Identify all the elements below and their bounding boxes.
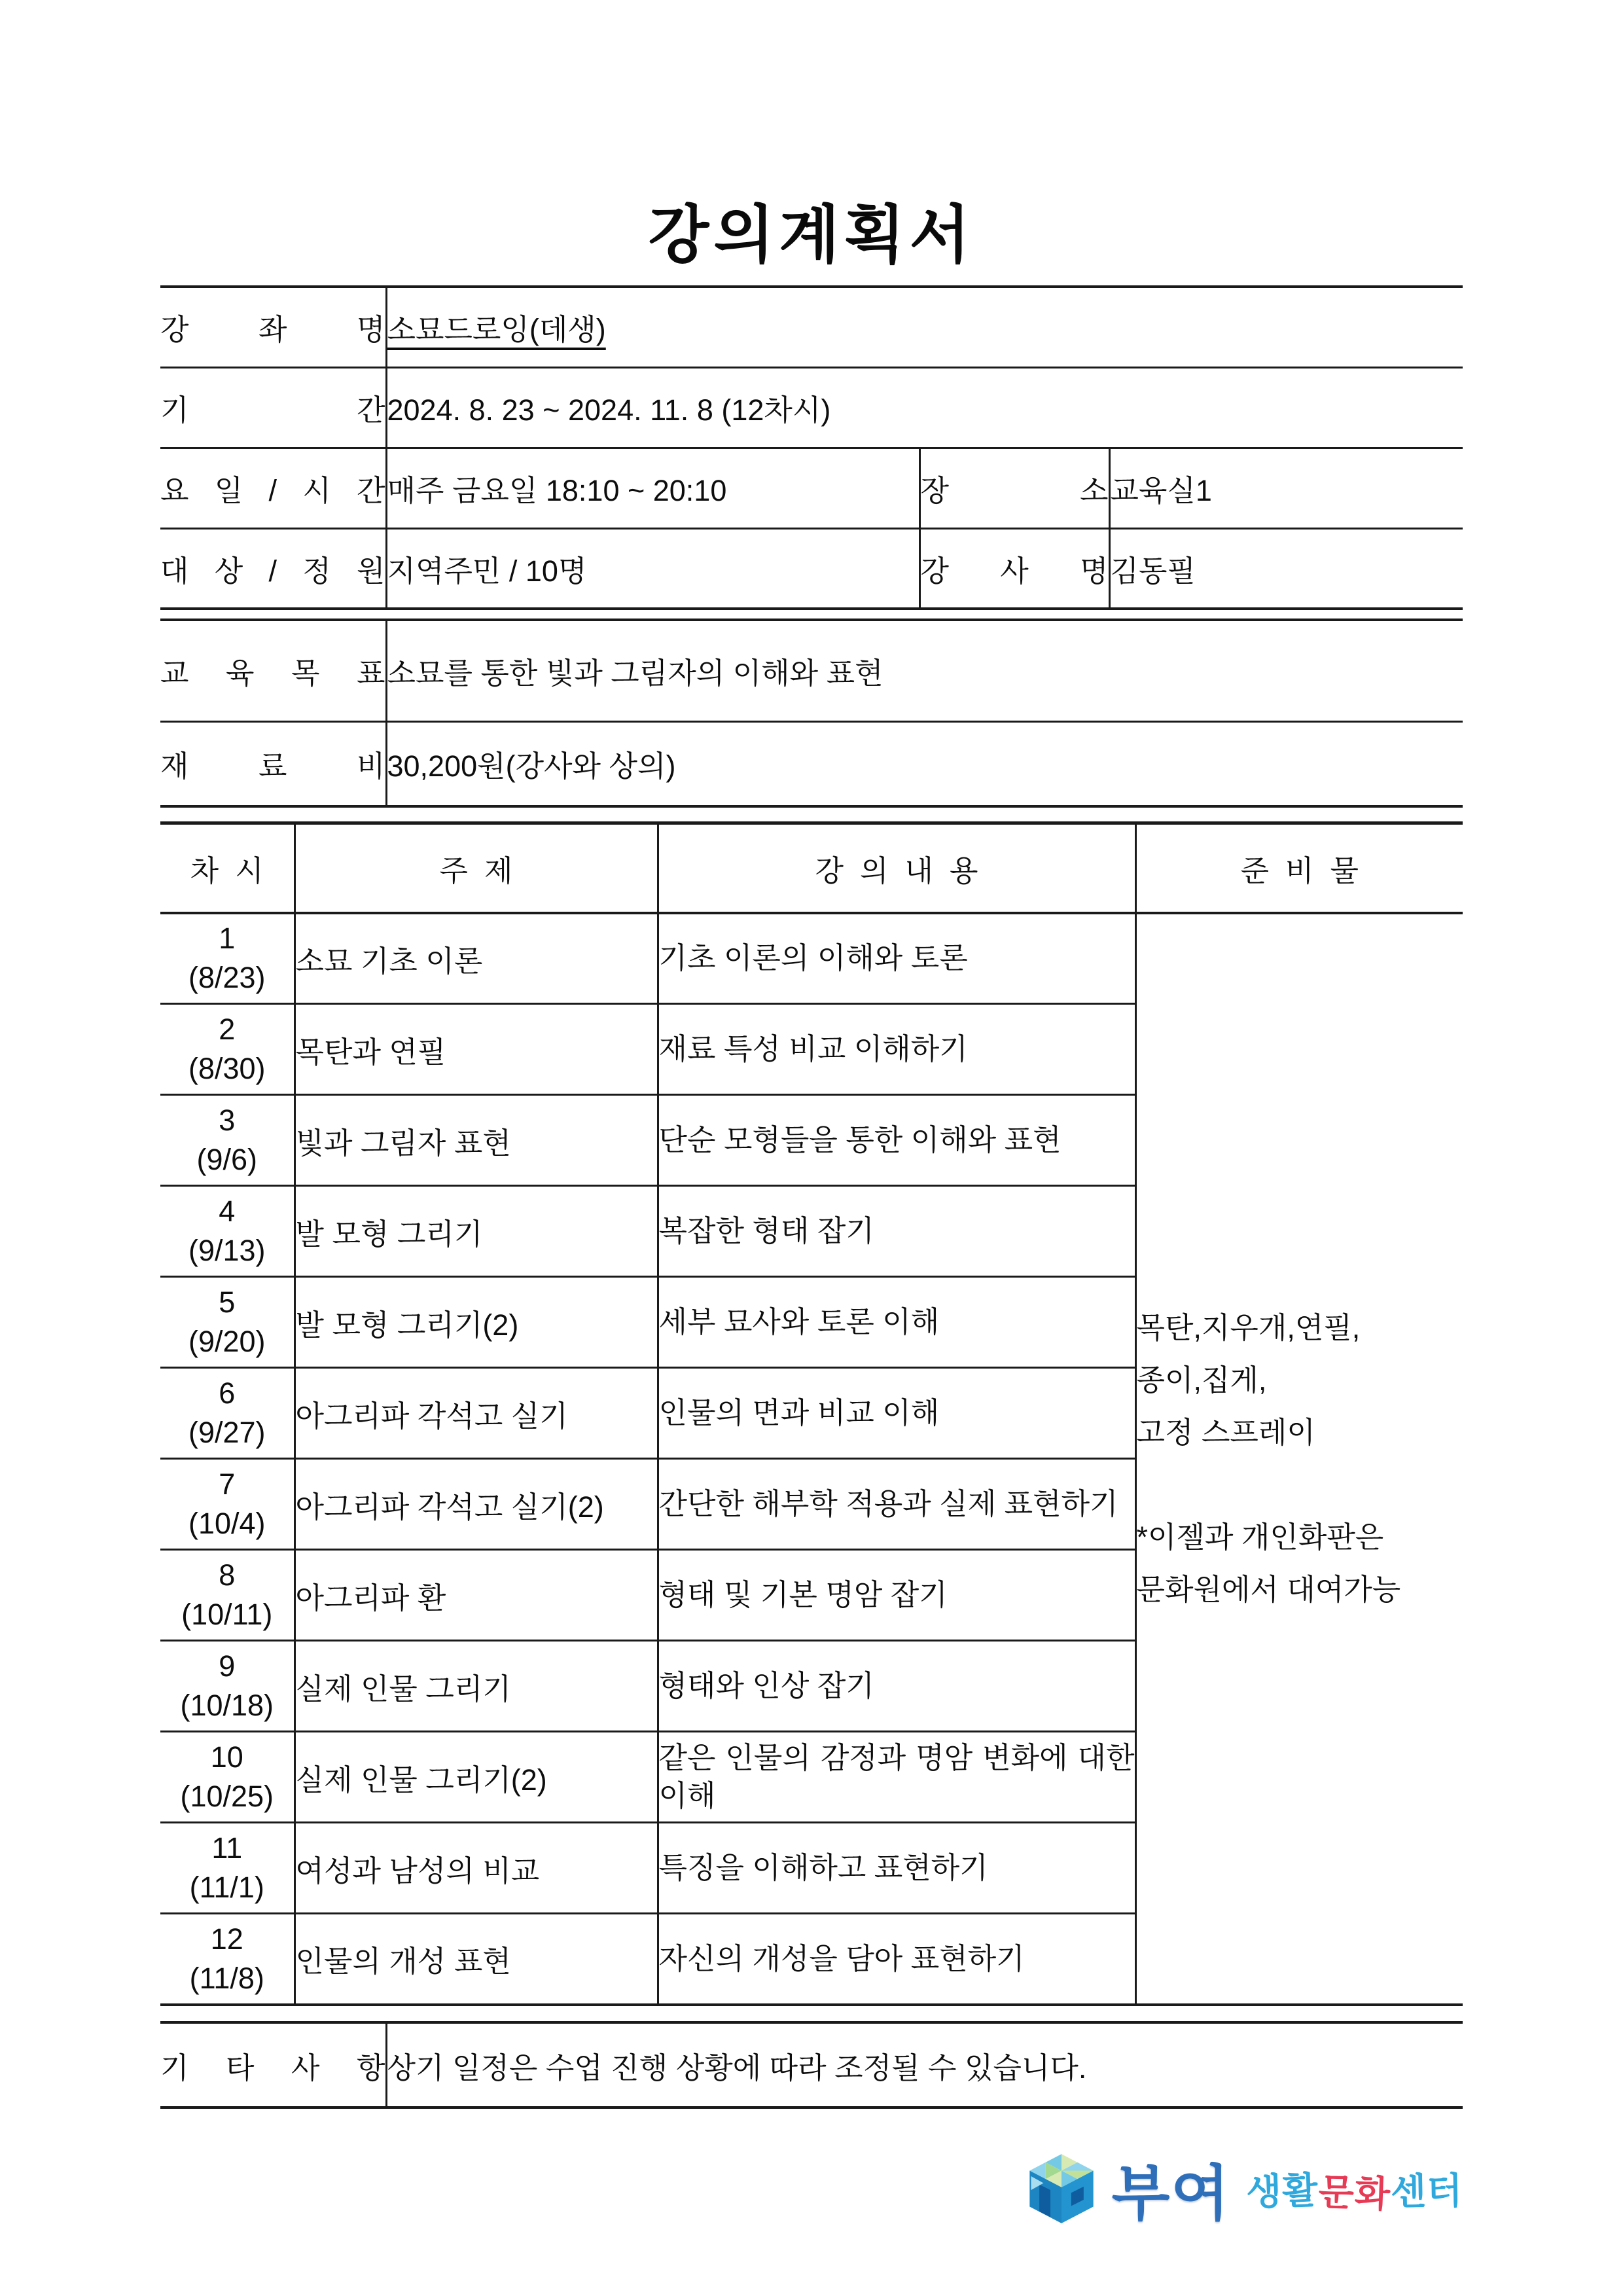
material-cost-value: 30,200원(강사와 상의) bbox=[386, 721, 1463, 806]
content-cell: 같은 인물의 감정과 명암 변화에 대한 이해 bbox=[658, 1732, 1135, 1823]
brand-name: 부여 bbox=[1111, 2161, 1231, 2227]
schedule-header-row bbox=[160, 823, 1463, 913]
table-row bbox=[160, 367, 1463, 448]
content-cell: 복잡한 형태 잡기 bbox=[658, 1186, 1135, 1277]
session-cell bbox=[160, 1368, 294, 1459]
session-cell bbox=[160, 1459, 294, 1550]
cube-logo-icon bbox=[1027, 2153, 1096, 2225]
etc-table bbox=[160, 2021, 1463, 2109]
topic-cell: 발 모형 그리기(2) bbox=[294, 1277, 658, 1368]
session-cell bbox=[160, 1732, 294, 1823]
header-session: 차 시 bbox=[160, 823, 294, 913]
session-cell bbox=[160, 1277, 294, 1368]
session-number: 12 bbox=[210, 1922, 243, 1956]
period-label: 기 간 bbox=[160, 367, 386, 448]
session-cell bbox=[160, 1641, 294, 1732]
topic-cell: 빛과 그림자 표현 bbox=[294, 1095, 658, 1186]
session-date: (10/4) bbox=[188, 1507, 266, 1540]
table-row bbox=[160, 528, 1463, 609]
session-number: 4 bbox=[219, 1194, 236, 1228]
schedule-table bbox=[160, 821, 1463, 2006]
table-row bbox=[160, 620, 1463, 721]
session-date: (9/13) bbox=[188, 1234, 266, 1267]
session-number: 5 bbox=[219, 1285, 236, 1319]
materials-line: 종이,집게, bbox=[1136, 1363, 1267, 1397]
instructor-label: 강 사 명 bbox=[919, 528, 1109, 609]
table-row bbox=[160, 287, 1463, 367]
course-info-table bbox=[160, 285, 1463, 610]
session-number: 7 bbox=[219, 1467, 236, 1501]
session-cell bbox=[160, 1095, 294, 1186]
session-number: 1 bbox=[219, 922, 236, 956]
instructor-value: 김동필 bbox=[1109, 528, 1463, 609]
place-label: 장 소 bbox=[919, 448, 1109, 528]
topic-cell: 발 모형 그리기 bbox=[294, 1186, 658, 1277]
center-name-part: 문화 bbox=[1317, 2171, 1391, 2215]
content-cell: 세부 묘사와 토론 이해 bbox=[658, 1277, 1135, 1368]
session-cell bbox=[160, 1004, 294, 1095]
education-goal-value: 소묘를 통한 빛과 그림자의 이해와 표현 bbox=[386, 620, 1463, 721]
materials-line: *이젤과 개인화판은 bbox=[1136, 1520, 1384, 1554]
header-materials: 준 비 물 bbox=[1135, 823, 1463, 913]
content-cell: 재료 특성 비교 이해하기 bbox=[658, 1004, 1135, 1095]
session-date: (9/27) bbox=[188, 1416, 266, 1449]
header-topic: 주 제 bbox=[294, 823, 658, 913]
content-cell: 인물의 면과 비교 이해 bbox=[658, 1368, 1135, 1459]
session-date: (8/30) bbox=[188, 1052, 266, 1085]
session-date: (9/20) bbox=[188, 1325, 266, 1358]
session-date: (9/6) bbox=[196, 1143, 258, 1176]
etc-value: 상기 일정은 수업 진행 상황에 따라 조정될 수 있습니다. bbox=[386, 2022, 1463, 2108]
table-row bbox=[160, 2022, 1463, 2108]
content-cell: 특징을 이해하고 표현하기 bbox=[658, 1823, 1135, 1914]
content-cell: 기초 이론의 이해와 토론 bbox=[658, 913, 1135, 1004]
topic-cell: 인물의 개성 표현 bbox=[294, 1914, 658, 2005]
table-row bbox=[160, 448, 1463, 528]
session-number: 10 bbox=[210, 1740, 243, 1774]
table-row bbox=[160, 721, 1463, 806]
schedule-row bbox=[160, 913, 1463, 1004]
content-cell: 형태와 인상 잡기 bbox=[658, 1641, 1135, 1732]
session-number: 6 bbox=[219, 1376, 236, 1410]
center-name-part: 생활 bbox=[1245, 2169, 1319, 2213]
materials-line: 문화원에서 대여가능 bbox=[1136, 1572, 1401, 1606]
topic-cell: 목탄과 연필 bbox=[294, 1004, 658, 1095]
materials-line-blank bbox=[1137, 1459, 1463, 1511]
session-cell bbox=[160, 1550, 294, 1641]
session-cell bbox=[160, 1823, 294, 1914]
session-date: (8/23) bbox=[188, 961, 266, 995]
place-value: 교육실1 bbox=[1109, 448, 1463, 528]
center-name-part: 센터 bbox=[1390, 2170, 1463, 2212]
page-title: 강의계획서 bbox=[648, 200, 975, 270]
header-content: 강 의 내 용 bbox=[658, 823, 1135, 913]
target-capacity-label: 대 상 / 정 원 bbox=[160, 528, 386, 609]
content-cell: 형태 및 기본 명암 잡기 bbox=[658, 1550, 1135, 1641]
course-name-value: 소묘드로잉(데생) bbox=[386, 287, 1463, 367]
session-number: 11 bbox=[211, 1831, 243, 1865]
session-date: (10/11) bbox=[181, 1598, 273, 1631]
day-time-value: 매주 금요일 18:10 ~ 20:10 bbox=[386, 448, 919, 528]
topic-cell: 아그리파 각석고 실기(2) bbox=[294, 1459, 658, 1550]
topic-cell: 실제 인물 그리기(2) bbox=[294, 1732, 658, 1823]
session-cell bbox=[160, 1186, 294, 1277]
content-cell: 간단한 해부학 적용과 실제 표현하기 bbox=[658, 1459, 1135, 1550]
materials-line: 고정 스프레이 bbox=[1136, 1415, 1315, 1449]
period-value: 2024. 8. 23 ~ 2024. 11. 8 (12차시) bbox=[386, 367, 1463, 448]
session-number: 3 bbox=[219, 1103, 236, 1137]
target-capacity-value: 지역주민 / 10명 bbox=[386, 528, 919, 609]
topic-cell: 아그리파 각석고 실기 bbox=[294, 1368, 658, 1459]
topic-cell: 실제 인물 그리기 bbox=[294, 1641, 658, 1732]
session-date: (11/1) bbox=[189, 1871, 264, 1904]
materials-line: 목탄,지우개,연필, bbox=[1136, 1310, 1361, 1344]
content-cell: 자신의 개성을 담아 표현하기 bbox=[658, 1914, 1135, 2005]
etc-label: 기 타 사 항 bbox=[160, 2022, 386, 2108]
topic-cell: 여성과 남성의 비교 bbox=[294, 1823, 658, 1914]
session-number: 9 bbox=[219, 1649, 236, 1683]
center-name bbox=[1246, 2162, 1463, 2215]
topic-cell: 아그리파 환 bbox=[294, 1550, 658, 1641]
material-cost-label: 재 료 비 bbox=[160, 721, 386, 806]
goal-table bbox=[160, 619, 1463, 808]
session-date: (11/8) bbox=[189, 1961, 264, 1995]
session-cell bbox=[160, 913, 294, 1004]
content-cell: 단순 모형들을 통한 이해와 표현 bbox=[658, 1095, 1135, 1186]
session-date: (10/18) bbox=[180, 1689, 274, 1722]
course-name-label: 강 좌 명 bbox=[160, 287, 386, 367]
session-number: 8 bbox=[219, 1558, 236, 1592]
session-cell bbox=[160, 1914, 294, 2005]
education-goal-label: 교 육 목 표 bbox=[160, 620, 386, 721]
session-date: (10/25) bbox=[180, 1780, 274, 1813]
footer-logo bbox=[1027, 2144, 1463, 2233]
session-number: 2 bbox=[219, 1013, 236, 1046]
day-time-label: 요 일 / 시 간 bbox=[160, 448, 386, 528]
materials-cell bbox=[1135, 913, 1463, 2005]
topic-cell: 소묘 기초 이론 bbox=[294, 913, 658, 1004]
